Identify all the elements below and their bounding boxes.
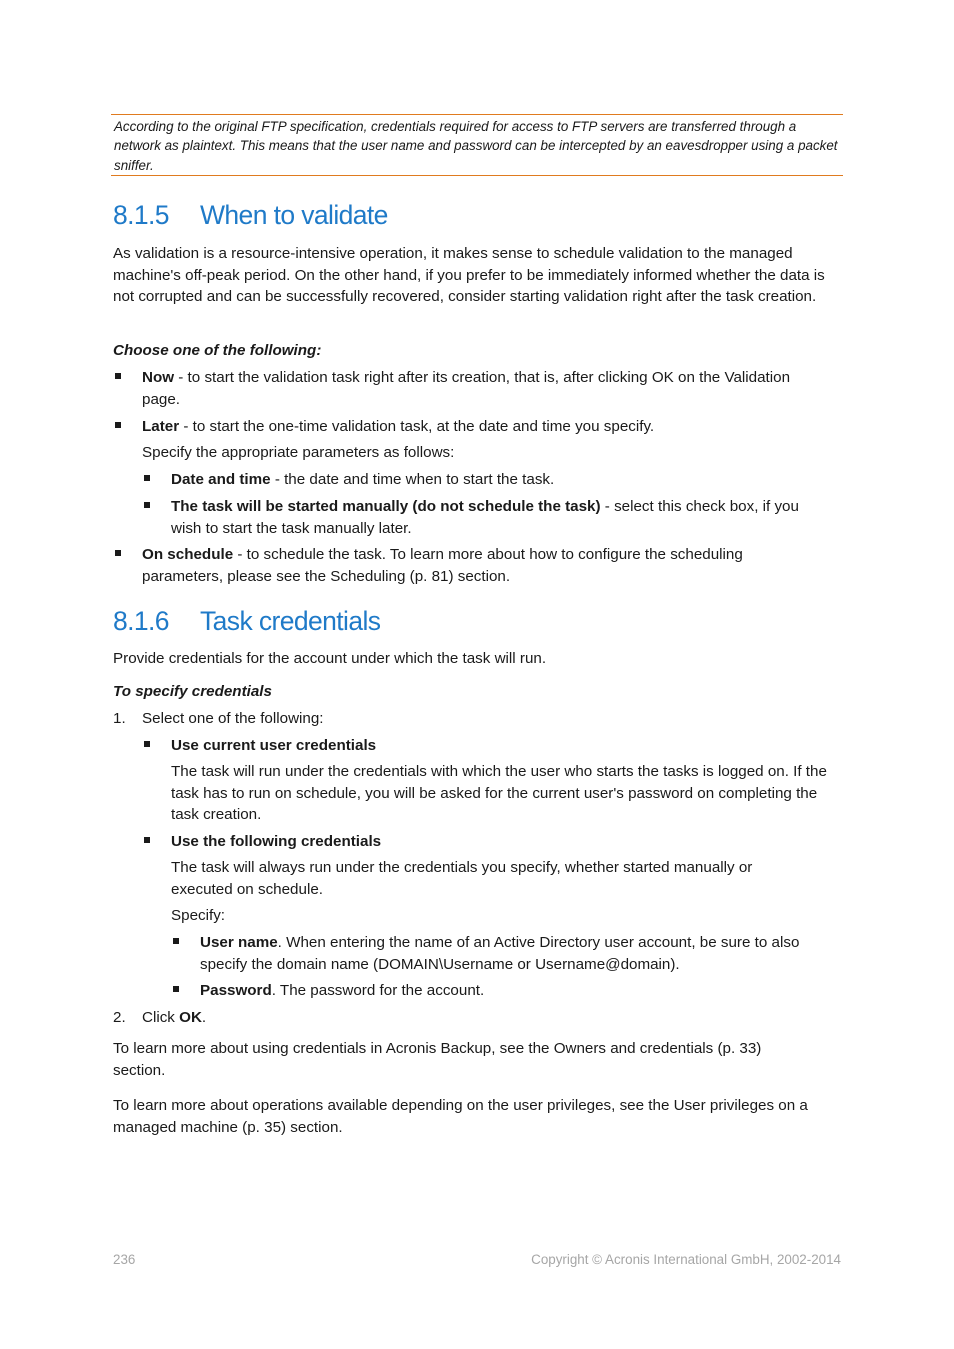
list-item-date-time: Date and time - the date and time when to start the task. bbox=[171, 471, 555, 488]
validate-intro: As validation is a resource-intensive operation, it makes sense to schedule validation to the managed machine's off-peak period. On the other hand, if you prefer to be immediately informed whether the data is not corrupted and can be successfully recovered, consider starting validation right after the task creation. bbox=[113, 245, 825, 306]
list-item-password: Password. The password for the account. bbox=[200, 982, 485, 999]
bullet-icon bbox=[144, 502, 150, 508]
section-number: 8.1.5 bbox=[113, 200, 169, 230]
list-item-schedule: On schedule - to schedule the task. To learn more about how to configure the scheduling parameters, please see the Scheduling (p. 81) section. bbox=[142, 546, 743, 585]
bullet-icon bbox=[173, 986, 179, 992]
credentials-intro: Provide credentials for the account under which the task will run. bbox=[113, 650, 547, 667]
more-info-privileges: To learn more about operations available depending on the user privileges, see the User privileges on a managed machine (p. 35) section. bbox=[113, 1097, 808, 1136]
bullet-icon bbox=[144, 475, 150, 481]
bullet-icon bbox=[115, 373, 121, 379]
following-credentials-desc: The task will always run under the credentials you specify, whether started manually or executed on schedule. bbox=[171, 859, 753, 898]
section-number: 8.1.6 bbox=[113, 606, 169, 636]
ftp-note: According to the original FTP specification, credentials required for access to FTP servers are transferred through a network as plaintext. This means that the user name and password can be intercepted by an eavesdropper using a packet sniffer. bbox=[111, 114, 843, 176]
bullet-icon bbox=[144, 837, 150, 843]
more-info-credentials: To learn more about using credentials in Acronis Backup, see the Owners and credentials (p. 33) section. bbox=[113, 1040, 762, 1079]
list-item-manual: The task will be started manually (do not schedule the task) - select this check box, if you wish to start the task manually later. bbox=[171, 498, 799, 537]
specify-label: Specify: bbox=[171, 907, 226, 924]
bullet-icon bbox=[144, 741, 150, 747]
section-title: Task credentials bbox=[200, 606, 381, 636]
step-number: 1. bbox=[113, 710, 126, 727]
option-following-credentials: Use the following credentials bbox=[171, 833, 382, 850]
bullet-icon bbox=[115, 422, 121, 428]
choose-heading: Choose one of the following: bbox=[113, 342, 322, 359]
step-2: Click OK. bbox=[142, 1009, 207, 1026]
list-item-user-name: User name. When entering the name of an Active Directory user account, be sure to also specify the domain name (DOMAIN\Username or Username@domain). bbox=[200, 934, 800, 973]
specify-text: Specify the appropriate parameters as follows: bbox=[142, 444, 455, 461]
section-heading-when-to-validate bbox=[113, 200, 388, 231]
step-number: 2. bbox=[113, 1009, 126, 1026]
page-number: 236 bbox=[113, 1252, 136, 1267]
option-current-credentials: Use current user credentials bbox=[171, 737, 377, 754]
section-heading-task-credentials bbox=[113, 606, 380, 637]
bullet-icon bbox=[115, 550, 121, 556]
copyright: Copyright © Acronis International GmbH, 2002-2014 bbox=[531, 1252, 841, 1267]
howto-heading: To specify credentials bbox=[113, 683, 272, 700]
current-credentials-desc: The task will run under the credentials with which the user who starts the tasks is logged on. If the task has to run on schedule, you will be asked for the current user's password on completing the task creation. bbox=[171, 763, 827, 824]
section-title: When to validate bbox=[200, 200, 388, 230]
step-1: Select one of the following: bbox=[142, 710, 324, 727]
list-item-now: Now - to start the validation task right after its creation, that is, after clicking OK on the Validation page. bbox=[142, 369, 791, 408]
bullet-icon bbox=[173, 938, 179, 944]
list-item-later: Later - to start the one-time validation task, at the date and time you specify. bbox=[142, 418, 655, 435]
